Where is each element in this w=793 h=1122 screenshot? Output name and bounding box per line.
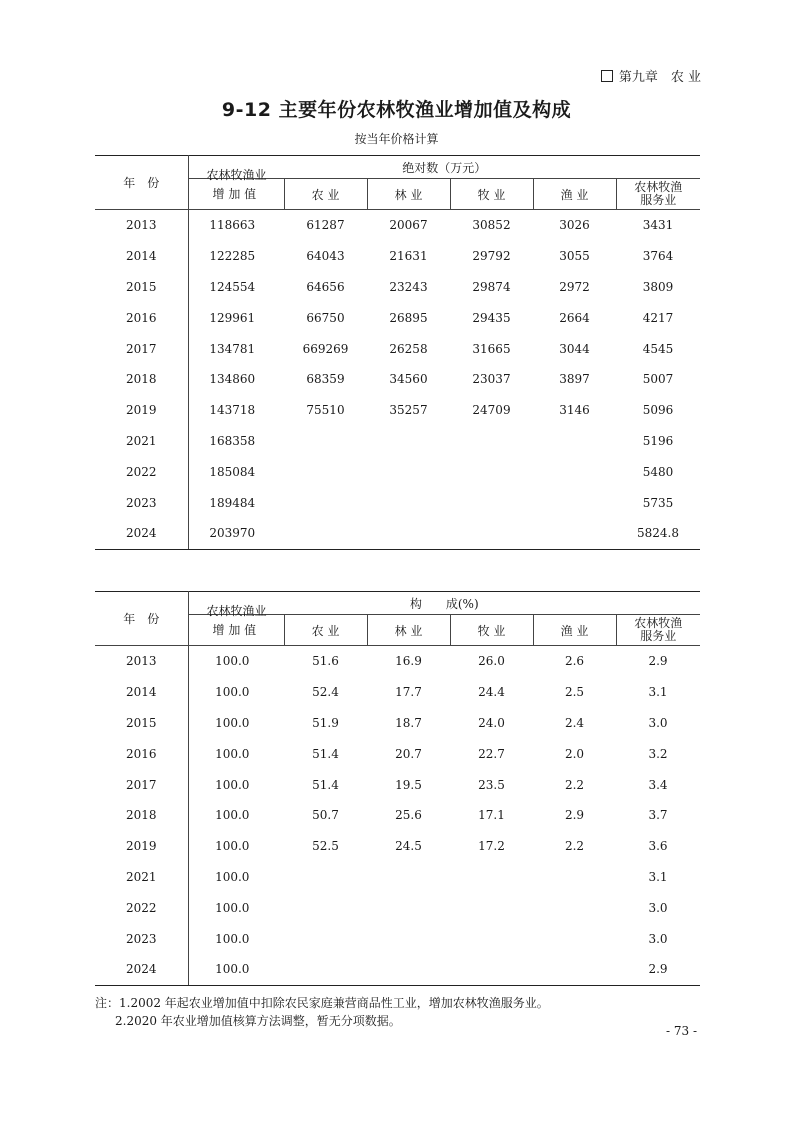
- fish-cell: 2.2: [564, 839, 585, 854]
- service-cell: 3431: [642, 218, 674, 233]
- total-cell: 100.0: [188, 892, 284, 923]
- service-cell: 2.9: [616, 954, 700, 985]
- total-cell: 100.0: [188, 923, 284, 954]
- forest-cell: 20067: [389, 218, 428, 233]
- year-cell: 2017: [125, 341, 157, 356]
- table-row: [95, 954, 700, 985]
- agri-cell: 52.4: [312, 685, 339, 700]
- service-cell: 3.4: [648, 777, 668, 792]
- agri-cell: [284, 518, 367, 549]
- total-header-line2: 增 加 值: [212, 187, 257, 201]
- table-row: [95, 272, 700, 303]
- service-header: [616, 179, 700, 210]
- service-header-line2: 服务业: [640, 193, 677, 207]
- forest-cell: 26258: [389, 341, 428, 356]
- service-cell: 5196: [642, 433, 674, 448]
- agri-cell: 51.6: [312, 654, 339, 669]
- table-row: [95, 677, 700, 708]
- forest-cell: 26895: [389, 310, 428, 325]
- table-row: [95, 456, 700, 487]
- agri-cell: [284, 456, 367, 487]
- year-cell: 2017: [125, 777, 157, 792]
- service-cell: 4545: [642, 341, 674, 356]
- fish-cell: [533, 456, 616, 487]
- table-row: [95, 892, 700, 923]
- agri-cell: 51.9: [312, 715, 339, 730]
- group-header: 绝对数（万元）: [188, 156, 700, 179]
- animal-cell: [450, 862, 533, 893]
- absolute-values-table: [95, 155, 700, 550]
- fish-cell: [533, 954, 616, 985]
- year-cell: 2019: [125, 403, 157, 418]
- service-header-line1: 农林牧渔: [634, 616, 683, 630]
- table-row: [95, 831, 700, 862]
- agri-cell: 52.5: [312, 839, 339, 854]
- service-cell: 5824.8: [616, 518, 700, 549]
- agri-cell: 669269: [302, 341, 349, 356]
- agri-cell: [284, 923, 367, 954]
- animal-cell: [450, 954, 533, 985]
- animal-cell: 23.5: [478, 777, 505, 792]
- agri-cell: 61287: [306, 218, 345, 233]
- forest-cell: 24.5: [395, 839, 422, 854]
- forest-cell: 23243: [389, 279, 428, 294]
- forest-cell: 16.9: [395, 654, 422, 669]
- table-row: [95, 923, 700, 954]
- table-row: [95, 333, 700, 364]
- table-row: [95, 708, 700, 739]
- fish-cell: 3146: [559, 403, 590, 418]
- fish-header: 渔 业: [533, 615, 616, 646]
- forest-cell: 20.7: [395, 746, 422, 761]
- agri-cell: [284, 892, 367, 923]
- forest-cell: [367, 518, 450, 549]
- page-subtitle: 按当年价格计算: [354, 132, 439, 146]
- year-cell: 2023: [125, 495, 157, 510]
- year-cell: 2024: [95, 518, 188, 549]
- service-cell: 3.0: [648, 931, 668, 946]
- year-cell: 2016: [125, 310, 157, 325]
- agri-cell: 75510: [306, 403, 345, 418]
- total-cell: 122285: [188, 241, 284, 272]
- fish-cell: 2.6: [564, 654, 585, 669]
- year-cell: 2021: [125, 433, 157, 448]
- year-cell: 2018: [125, 372, 157, 387]
- year-cell: 2016: [125, 746, 157, 761]
- table-row: [95, 302, 700, 333]
- forest-cell: 17.7: [395, 685, 422, 700]
- total-cell: 203970: [188, 518, 284, 549]
- service-header: [616, 615, 700, 646]
- table-row: [95, 738, 700, 769]
- animal-cell: [450, 426, 533, 457]
- service-cell: 3.2: [648, 746, 668, 761]
- table-row: [95, 395, 700, 426]
- year-cell: 2023: [125, 931, 157, 946]
- forest-header: 林 业: [367, 615, 450, 646]
- chapter-label: 第九章 农 业: [618, 70, 701, 85]
- total-cell: 118663: [188, 210, 284, 241]
- table-row: [95, 210, 700, 241]
- service-cell: 3809: [642, 279, 674, 294]
- forest-cell: [367, 487, 450, 518]
- service-cell: 5096: [642, 403, 674, 418]
- animal-cell: 17.1: [478, 808, 505, 823]
- total-cell: 100.0: [188, 646, 284, 677]
- animal-cell: 29435: [472, 310, 511, 325]
- square-bullet-icon: [601, 70, 613, 82]
- fish-cell: 2664: [559, 310, 590, 325]
- service-header-line2: 服务业: [640, 629, 677, 643]
- total-cell: 100.0: [188, 708, 284, 739]
- total-cell: 168358: [188, 426, 284, 457]
- forest-cell: [367, 862, 450, 893]
- service-cell: 3.0: [648, 900, 668, 915]
- service-cell: 2.9: [648, 654, 668, 669]
- total-cell: 124554: [188, 272, 284, 303]
- animal-cell: 29792: [472, 249, 511, 264]
- total-cell: 100.0: [188, 862, 284, 893]
- year-cell: 2024: [95, 954, 188, 985]
- year-cell: 2021: [125, 869, 157, 884]
- table-row: [95, 487, 700, 518]
- fish-cell: [533, 487, 616, 518]
- footnotes: [95, 994, 549, 1030]
- page-number: - 73 -: [665, 1024, 697, 1038]
- animal-cell: [450, 518, 533, 549]
- total-cell: 100.0: [188, 738, 284, 769]
- forest-cell: [367, 923, 450, 954]
- service-cell: 3.0: [648, 715, 668, 730]
- agri-cell: 66750: [306, 310, 345, 325]
- service-cell: 5480: [642, 464, 674, 479]
- forest-cell: 21631: [389, 249, 428, 264]
- table-row: [95, 364, 700, 395]
- total-cell: 100.0: [188, 677, 284, 708]
- table-row: [95, 769, 700, 800]
- year-cell: 2022: [125, 900, 157, 915]
- total-cell: 100.0: [188, 800, 284, 831]
- animal-cell: 30852: [472, 218, 511, 233]
- service-cell: 3764: [642, 249, 674, 264]
- fish-cell: 2.4: [564, 715, 585, 730]
- animal-cell: 24.4: [478, 685, 505, 700]
- forest-cell: [367, 426, 450, 457]
- footnote-1: 注：1.2002 年起农业增加值中扣除农民家庭兼营商品性工业，增加农林牧渔服务业。: [95, 996, 549, 1010]
- agri-header: 农 业: [284, 615, 367, 646]
- fish-cell: 2.9: [564, 808, 585, 823]
- total-cell: 100.0: [188, 769, 284, 800]
- total-cell: 100.0: [188, 954, 284, 985]
- animal-cell: 26.0: [478, 654, 505, 669]
- year-cell: 2014: [125, 249, 157, 264]
- total-cell: 185084: [188, 456, 284, 487]
- animal-cell: [450, 892, 533, 923]
- agri-cell: 64656: [306, 279, 345, 294]
- agri-cell: [284, 487, 367, 518]
- forest-header: 林 业: [367, 179, 450, 210]
- service-cell: 3.6: [648, 839, 668, 854]
- table-row: [95, 800, 700, 831]
- forest-cell: 25.6: [395, 808, 422, 823]
- year-cell: 2013: [125, 218, 157, 233]
- service-cell: 3.7: [648, 808, 668, 823]
- agri-cell: [284, 862, 367, 893]
- year-cell: 2018: [125, 808, 157, 823]
- year-header: 年 份: [95, 156, 188, 210]
- total-cell: 143718: [188, 395, 284, 426]
- agri-cell: 64043: [306, 249, 345, 264]
- chapter-heading: [601, 66, 701, 85]
- animal-cell: 31665: [472, 341, 511, 356]
- fish-cell: 3055: [559, 249, 590, 264]
- forest-cell: [367, 456, 450, 487]
- animal-cell: [450, 923, 533, 954]
- total-header: [188, 168, 284, 210]
- forest-cell: 35257: [389, 403, 428, 418]
- table-row: [95, 518, 700, 549]
- fish-cell: [533, 518, 616, 549]
- animal-header: 牧 业: [450, 615, 533, 646]
- year-cell: 2019: [125, 839, 157, 854]
- composition-table: [95, 591, 700, 986]
- agri-cell: [284, 426, 367, 457]
- service-cell: 3.1: [648, 685, 668, 700]
- animal-cell: [450, 456, 533, 487]
- agri-cell: 51.4: [312, 746, 339, 761]
- agri-cell: 51.4: [312, 777, 339, 792]
- agri-cell: 50.7: [312, 808, 339, 823]
- fish-cell: 2972: [559, 279, 590, 294]
- fish-cell: 2.2: [564, 777, 585, 792]
- total-cell: 134781: [188, 333, 284, 364]
- forest-cell: 18.7: [395, 715, 422, 730]
- table-row: [95, 862, 700, 893]
- fish-cell: [533, 862, 616, 893]
- page-title: 9-12 主要年份农林牧渔业增加值及构成: [221, 99, 572, 121]
- group-header: 构 成(%): [188, 592, 700, 615]
- year-cell: 2022: [125, 464, 157, 479]
- service-header-line1: 农林牧渔: [634, 180, 683, 194]
- animal-cell: [450, 487, 533, 518]
- animal-header: 牧 业: [450, 179, 533, 210]
- forest-cell: [367, 954, 450, 985]
- total-cell: 189484: [188, 487, 284, 518]
- fish-header: 渔 业: [533, 179, 616, 210]
- year-cell: 2013: [125, 654, 157, 669]
- fish-cell: [533, 892, 616, 923]
- table-row: [95, 241, 700, 272]
- animal-cell: 23037: [472, 372, 511, 387]
- forest-cell: [367, 892, 450, 923]
- forest-cell: 34560: [389, 372, 428, 387]
- year-cell: 2014: [125, 685, 157, 700]
- animal-cell: 29874: [472, 279, 511, 294]
- fish-cell: 3026: [559, 218, 590, 233]
- animal-cell: 22.7: [478, 746, 505, 761]
- total-header-line2: 增 加 值: [212, 623, 257, 637]
- service-cell: 4217: [642, 310, 674, 325]
- fish-cell: 3897: [559, 372, 590, 387]
- agri-cell: [284, 954, 367, 985]
- fish-cell: [533, 426, 616, 457]
- animal-cell: 17.2: [478, 839, 505, 854]
- total-header: [188, 604, 284, 646]
- fish-cell: 3044: [559, 341, 590, 356]
- table-row: [95, 646, 700, 677]
- year-cell: 2015: [125, 279, 157, 294]
- forest-cell: 19.5: [395, 777, 422, 792]
- year-header: 年 份: [95, 592, 188, 646]
- year-cell: 2015: [125, 715, 157, 730]
- total-header-line1: 农林牧渔业: [206, 604, 267, 618]
- agri-header: 农 业: [284, 179, 367, 210]
- fish-cell: [533, 923, 616, 954]
- total-cell: 100.0: [188, 831, 284, 862]
- service-cell: 5735: [642, 495, 674, 510]
- agri-cell: 68359: [306, 372, 345, 387]
- total-cell: 134860: [188, 364, 284, 395]
- footnote-2: 2.2020 年农业增加值核算方法调整，暂无分项数据。: [115, 1014, 401, 1028]
- table-row: [95, 426, 700, 457]
- total-header-line1: 农林牧渔业: [206, 168, 267, 182]
- total-cell: 129961: [188, 302, 284, 333]
- service-cell: 5007: [642, 372, 674, 387]
- fish-cell: 2.0: [564, 746, 585, 761]
- service-cell: 3.1: [648, 869, 668, 884]
- animal-cell: 24709: [472, 403, 511, 418]
- animal-cell: 24.0: [478, 715, 505, 730]
- fish-cell: 2.5: [564, 685, 585, 700]
